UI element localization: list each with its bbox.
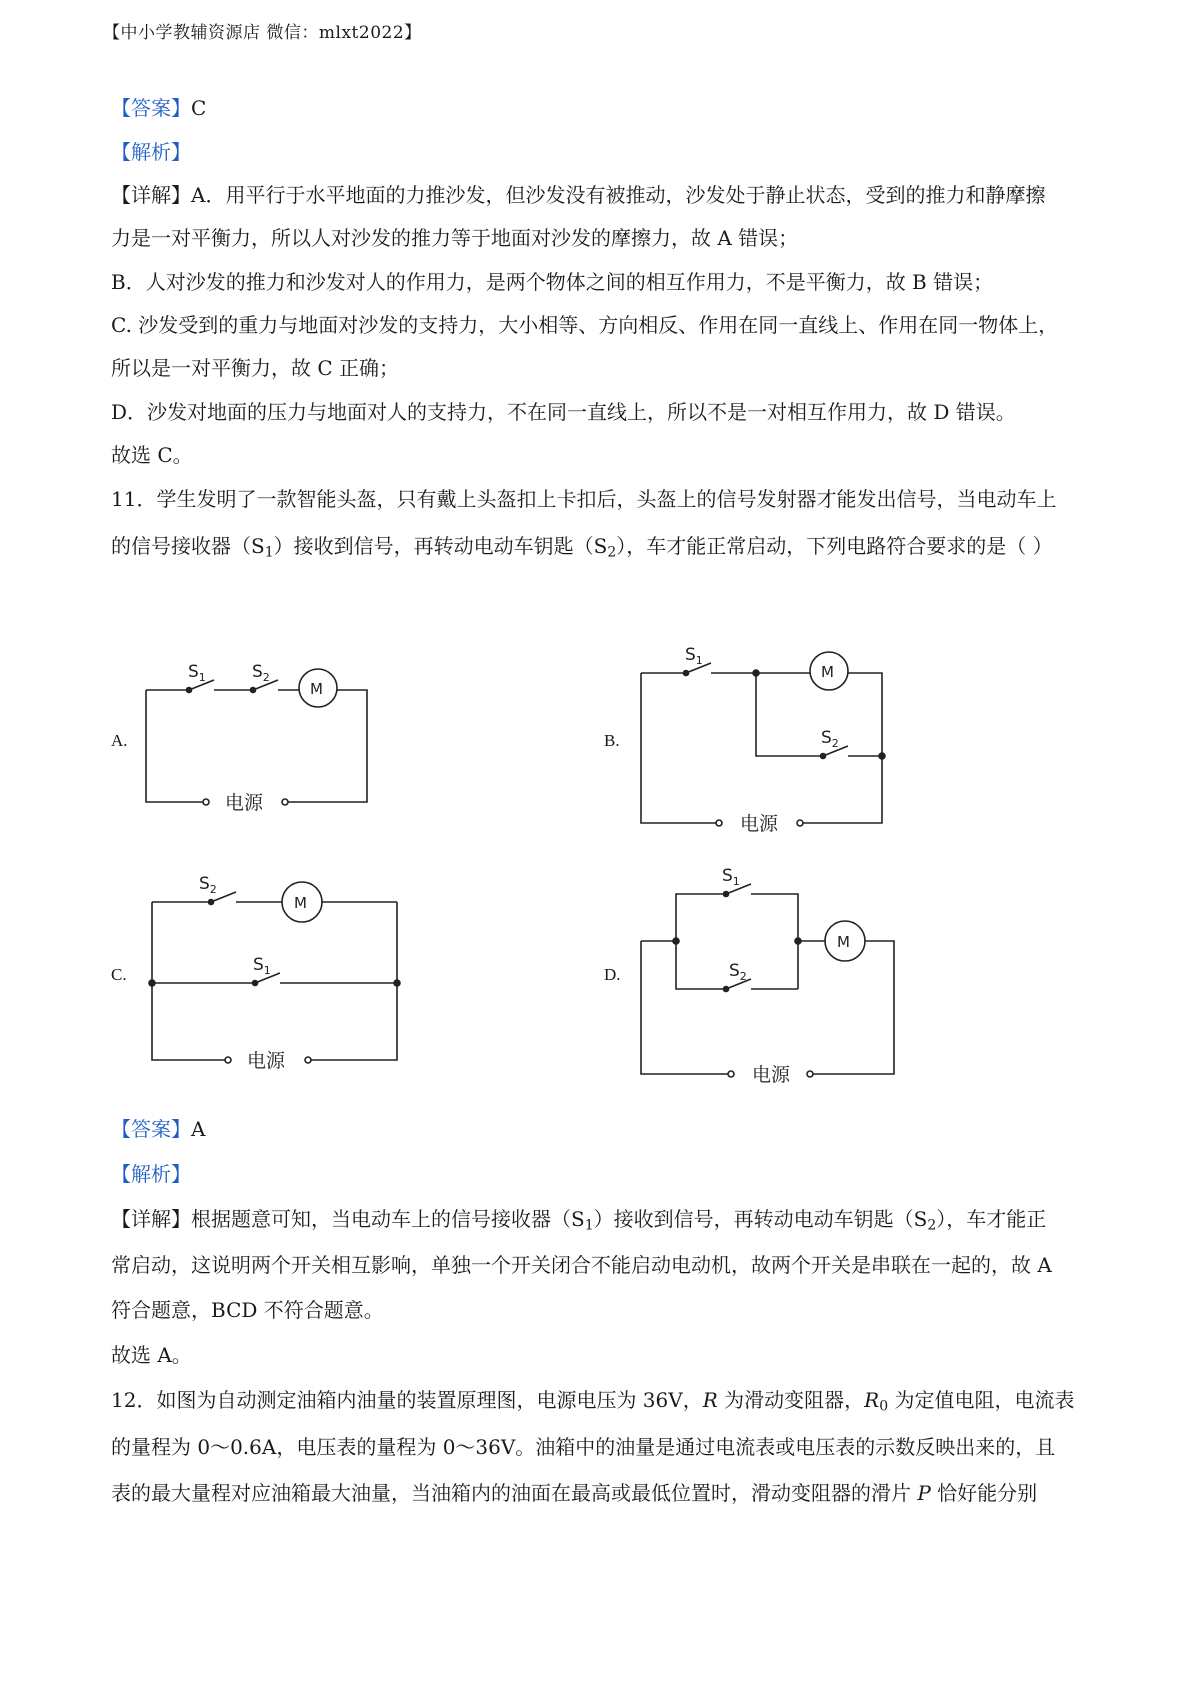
q11-answer-line: [111, 1115, 205, 1143]
option-c-label: C.: [111, 965, 127, 984]
q10-detail-line-4: C. 沙发受到的重力与地面对沙发的支持力，大小相等、方向相反、作用在同一直线上、作用在同一物体上，: [111, 313, 1059, 337]
stem-text: ）接收到信号，再转动电动车钥匙（S: [273, 534, 608, 558]
q11-analysis-tag: 【解析】: [111, 1162, 191, 1186]
symbol-r0: R: [864, 1388, 880, 1412]
subscript: 2: [607, 544, 617, 561]
q12-stem-line-2: 的量程为 0～0.6A，电压表的量程为 0～36V。油箱中的油量是通过电流表或电压表的示数反映出来的，且: [111, 1435, 1056, 1459]
q11-detail-line-1: [111, 1205, 1046, 1240]
circuit-c: [149, 882, 400, 1063]
switch-label: $S_2$: [252, 662, 270, 684]
q10-detail-line-6: D．沙发对地面的压力与地面对人的支持力，不在同一直线上，所以不是一对相互作用力，故 D 错误。: [111, 400, 1016, 424]
answer-tag: 【答案】: [111, 96, 191, 120]
switch-label: $S_2$: [821, 728, 839, 750]
q10-conclusion: 故选 C。: [111, 443, 193, 467]
motor-label: M: [821, 663, 834, 681]
detail-text: A．用平行于水平地面的力推沙发，但沙发没有被推动，沙发处于静止状态，受到的推力和静摩擦: [191, 183, 1046, 207]
subscript: 1: [584, 1217, 594, 1234]
detail-tag: 【详解】: [111, 183, 191, 207]
subscript: 1: [264, 544, 274, 561]
answer-tag: 【答案】: [111, 1117, 191, 1141]
switch-label: $S_1$: [685, 645, 703, 667]
q11-detail-line-3: 符合题意，BCD 不符合题意。: [111, 1298, 384, 1322]
detail-tag: 【详解】: [111, 1207, 191, 1231]
q10-detail-line-2: 力是一对平衡力，所以人对沙发的推力等于地面对沙发的摩擦力，故 A 错误；: [111, 226, 799, 250]
option-b-label: B.: [604, 731, 620, 750]
switch-label: $S_1$: [253, 955, 271, 977]
answer-value: C: [191, 96, 207, 120]
q12-stem-line-1: [111, 1386, 1074, 1421]
motor-label: M: [837, 933, 850, 951]
q11-detail-line-2: 常启动，这说明两个开关相互影响，单独一个开关闭合不能启动电动机，故两个开关是串联在一起的，故 A: [111, 1253, 1052, 1277]
stem-text: 为定值电阻，电流表: [888, 1388, 1075, 1412]
stem-text: 12．如图为自动测定油箱内油量的装置原理图，电源电压为 36V，: [111, 1388, 703, 1412]
q12-stem-line-3: [111, 1479, 1037, 1507]
stem-text: 为滑动变阻器，: [717, 1388, 865, 1412]
power-label: 电源: [740, 813, 779, 835]
stem-text: ），车才能正常启动，下列电路符合要求的是（ ）: [616, 534, 1053, 558]
q10-analysis-tag: 【解析】: [111, 140, 191, 164]
option-d-label: D.: [604, 965, 621, 984]
page-header: 【中小学教辅资源店 微信：mlxt2022】: [103, 23, 422, 43]
switch-label: $S_2$: [729, 961, 747, 983]
q10-detail-line-5: 所以是一对平衡力，故 C 正确；: [111, 356, 400, 380]
motor-label: M: [310, 680, 323, 698]
q10-detail-line-3: B．人对沙发的推力和沙发对人的作用力，是两个物体之间的相互作用力，不是平衡力，故 B 错误；: [111, 270, 994, 294]
detail-text: 根据题意可知，当电动车上的信号接收器（S: [191, 1207, 585, 1231]
power-label: 电源: [752, 1064, 791, 1086]
symbol-r: R: [702, 1388, 718, 1412]
detail-text: ），车才能正: [936, 1207, 1047, 1231]
switch-label: $S_2$: [199, 874, 217, 896]
circuit-b: [641, 652, 885, 826]
q11-conclusion: 故选 A。: [111, 1343, 192, 1367]
answer-value: A: [191, 1117, 206, 1141]
subscript: 0: [879, 1398, 889, 1415]
motor-label: M: [294, 894, 307, 912]
switch-label: $S_1$: [188, 662, 206, 684]
detail-text: ）接收到信号，再转动电动车钥匙（S: [593, 1207, 928, 1231]
symbol-p: P: [917, 1481, 931, 1505]
option-a-label: A.: [111, 731, 128, 750]
q11-stem-line-1: 11．学生发明了一款智能头盔，只有戴上头盔扣上卡扣后，头盔上的信号发射器才能发出信号，当电动车上: [111, 487, 1057, 511]
subscript: 2: [927, 1217, 937, 1234]
switch-label: $S_1$: [722, 866, 740, 888]
stem-text: 的信号接收器（S: [111, 534, 265, 558]
circuit-a: [146, 669, 367, 805]
circuit-d: [641, 884, 894, 1077]
stem-text: 表的最大量程对应油箱最大油量，当油箱内的油面在最高或最低位置时，滑动变阻器的滑片: [111, 1481, 918, 1505]
stem-text: 恰好能分别: [930, 1481, 1038, 1505]
power-label: 电源: [247, 1050, 286, 1072]
power-label: 电源: [225, 792, 264, 814]
